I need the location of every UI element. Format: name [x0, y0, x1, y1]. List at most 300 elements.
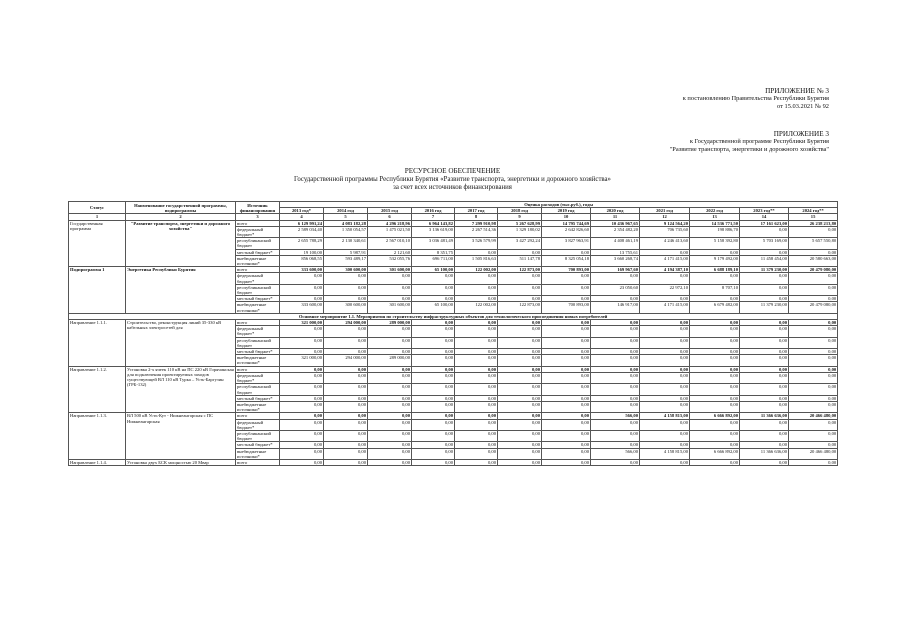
value-cell: 0,00 — [455, 384, 498, 395]
value-cell: 4 408 461,19 — [591, 238, 640, 249]
value-cell: 0,00 — [280, 326, 324, 337]
row-name: ВЛ 500 кВ Усть-Кут - Нижнеангарская с ПС Нижнеангарская — [126, 413, 236, 460]
value-cell: 0,00 — [789, 384, 838, 395]
value-cell: 0,00 — [280, 430, 324, 441]
value-cell: 0,00 — [324, 395, 368, 401]
value-cell: 0,00 — [455, 413, 498, 419]
value-cell: 0,00 — [368, 349, 412, 355]
value-cell: 0,00 — [368, 384, 412, 395]
source-label: всего — [236, 413, 280, 419]
value-cell: 6 129 991,24 — [280, 220, 324, 226]
value-cell: 0,00 — [690, 337, 740, 348]
source-label: внебюджетные источники* — [236, 302, 280, 313]
column-index: 14 — [740, 214, 789, 220]
value-cell: 0,00 — [455, 320, 498, 326]
value-cell: 4 083 182,28 — [324, 220, 368, 226]
value-cell: 0,00 — [591, 459, 640, 465]
value-cell: 289 000,00 — [368, 355, 412, 366]
value-cell: 0,00 — [640, 326, 690, 337]
value-cell: 0,00 — [498, 384, 542, 395]
source-label: внебюджетные источники* — [236, 448, 280, 459]
value-cell: 0,00 — [789, 226, 838, 237]
value-cell: 0,00 — [412, 448, 455, 459]
value-cell: 5 987,91 — [324, 249, 368, 255]
value-cell: 0,00 — [740, 430, 789, 441]
value-cell: 3 136 619,00 — [412, 226, 455, 237]
value-cell: 9 179 492,00 — [690, 255, 740, 266]
table-row — [69, 459, 838, 465]
appendix-line: "Развитие транспорта, энергетики и дорожного хозяйства" — [669, 146, 829, 153]
value-cell: 0,00 — [640, 366, 690, 372]
value-cell: 22 972,10 — [640, 284, 690, 295]
value-cell: 122 002,00 — [455, 302, 498, 313]
source-label: федеральный бюджет* — [236, 226, 280, 237]
value-cell: 700 893,00 — [542, 302, 591, 313]
value-cell: 0,00 — [498, 372, 542, 383]
column-index: 15 — [789, 214, 838, 220]
value-cell: 0,00 — [640, 273, 690, 284]
appendix-header — [683, 87, 829, 111]
source-label: республиканский бюджет — [236, 384, 280, 395]
appendix-line: к постановлению Правительства Республики Бурятия — [682, 95, 829, 102]
value-cell: 0,00 — [640, 430, 690, 441]
value-cell: 11 458 454,00 — [740, 255, 789, 266]
source-label: внебюджетные источники* — [236, 355, 280, 366]
column-index: 3 — [236, 214, 280, 220]
value-cell: 333 600,00 — [280, 302, 324, 313]
value-cell: 0,00 — [498, 249, 542, 255]
value-cell: 0,00 — [412, 320, 455, 326]
value-cell: 0,00 — [412, 273, 455, 284]
section-title: Основное мероприятие 1.1. Мероприятия по строительству инфраструктурных объектов для технологического присоединения новых потребителей — [69, 313, 838, 319]
value-cell: 0,00 — [412, 372, 455, 383]
value-cell: 0,00 — [789, 442, 838, 448]
value-cell: 0,00 — [498, 448, 542, 459]
value-cell: 14 795 744,69 — [542, 220, 591, 226]
value-cell: 0,00 — [412, 430, 455, 441]
value-cell: 0,00 — [789, 273, 838, 284]
header-year: 2013 год* — [280, 208, 324, 214]
value-cell: 0,00 — [740, 442, 789, 448]
value-cell: 321 000,00 — [280, 355, 324, 366]
value-cell: 0,00 — [542, 459, 591, 465]
value-cell: 532 055,76 — [368, 255, 412, 266]
value-cell: 0,00 — [690, 349, 740, 355]
value-cell: 0,00 — [498, 326, 542, 337]
value-cell: 0,00 — [740, 337, 789, 348]
value-cell: 0,00 — [591, 430, 640, 441]
source-label: местный бюджет* — [236, 395, 280, 401]
program-appendix-header — [670, 130, 829, 154]
header-year: 2022 год — [690, 208, 740, 214]
value-cell: 0,00 — [789, 249, 838, 255]
value-cell: 0,00 — [455, 349, 498, 355]
value-cell: 0,00 — [368, 442, 412, 448]
value-cell: 0,00 — [412, 355, 455, 366]
value-cell: 0,00 — [542, 442, 591, 448]
value-cell: 0,00 — [368, 273, 412, 284]
column-index: 4 — [280, 214, 324, 220]
source-label: всего — [236, 267, 280, 273]
value-cell: 2 567 010,10 — [368, 238, 412, 249]
value-cell: 3 526 579,99 — [455, 238, 498, 249]
value-cell: 0,00 — [412, 284, 455, 295]
value-cell: 0,00 — [591, 355, 640, 366]
row-status: Направление 1.1.4. — [69, 459, 126, 465]
value-cell: 0,00 — [324, 448, 368, 459]
value-cell: 11 366 636,00 — [740, 448, 789, 459]
column-index: 2 — [126, 214, 236, 220]
value-cell: 333 600,00 — [280, 267, 324, 273]
value-cell: 0,00 — [498, 320, 542, 326]
value-cell: 2 267 514,36 — [455, 226, 498, 237]
value-cell: 0,00 — [368, 366, 412, 372]
value-cell: 0,00 — [280, 366, 324, 372]
value-cell: 19 100,00 — [280, 249, 324, 255]
value-cell: 0,00 — [690, 401, 740, 412]
value-cell: 0,00 — [280, 349, 324, 355]
source-label: всего — [236, 320, 280, 326]
value-cell: 0,00 — [591, 395, 640, 401]
row-name: "Развитие транспорта, энергетики и дорожного хозяйства" — [126, 220, 236, 267]
source-label: внебюджетные источники* — [236, 255, 280, 266]
value-cell: 0,00 — [690, 419, 740, 430]
value-cell: 0,00 — [789, 395, 838, 401]
value-cell: 3 036 481,49 — [412, 238, 455, 249]
value-cell: 0,00 — [690, 249, 740, 255]
value-cell: 0,00 — [280, 448, 324, 459]
value-cell: 0,00 — [690, 320, 740, 326]
value-cell: 0,00 — [455, 284, 498, 295]
source-label: внебюджетные источники* — [236, 401, 280, 412]
value-cell: 0,00 — [640, 395, 690, 401]
value-cell: 1 475 021,50 — [368, 226, 412, 237]
value-cell: 0,00 — [542, 448, 591, 459]
value-cell: 5 267 628,99 — [498, 220, 542, 226]
document-title — [180, 167, 725, 193]
value-cell: 0,00 — [368, 372, 412, 383]
value-cell: 0,00 — [412, 413, 455, 419]
value-cell: 122 873,00 — [498, 302, 542, 313]
value-cell: 0,00 — [690, 372, 740, 383]
column-index: 12 — [640, 214, 690, 220]
value-cell: 566,00 — [591, 413, 640, 419]
value-cell: 7 299 910,98 — [455, 220, 498, 226]
value-cell: 0,00 — [498, 442, 542, 448]
title-line: Государственной программы Республики Бурятия «Развитие транспорта, энергетики и дорожного хозяйства» — [294, 175, 611, 183]
value-cell: 4 158 815,00 — [640, 448, 690, 459]
value-cell: 0,00 — [324, 459, 368, 465]
value-cell: 0,00 — [740, 401, 789, 412]
value-cell: 0,00 — [740, 320, 789, 326]
value-cell: 321 000,00 — [280, 320, 324, 326]
value-cell: 0,00 — [640, 419, 690, 430]
source-label: всего — [236, 366, 280, 372]
value-cell: 17 161 623,00 — [740, 220, 789, 226]
value-cell: 0,00 — [498, 296, 542, 302]
title-line: за счет всех источников финансирования — [393, 184, 512, 192]
column-index: 5 — [324, 214, 368, 220]
value-cell: 0,00 — [690, 430, 740, 441]
value-cell: 0,00 — [280, 273, 324, 284]
value-cell: 0,00 — [591, 273, 640, 284]
value-cell: 0,00 — [498, 459, 542, 465]
value-cell: 0,00 — [789, 296, 838, 302]
value-cell: 0,00 — [591, 366, 640, 372]
value-cell: 0,00 — [640, 401, 690, 412]
source-label: федеральный бюджет* — [236, 326, 280, 337]
value-cell: 0,00 — [368, 337, 412, 348]
value-cell: 0,00 — [412, 384, 455, 395]
value-cell: 300 600,00 — [324, 267, 368, 273]
header-status: Статус — [69, 202, 126, 214]
value-cell: 0,00 — [455, 430, 498, 441]
value-cell: 0,00 — [591, 384, 640, 395]
value-cell: 0,00 — [690, 355, 740, 366]
value-cell: 3 427 292,24 — [498, 238, 542, 249]
source-label: местный бюджет* — [236, 442, 280, 448]
header-year: 2018 год — [498, 208, 542, 214]
value-cell: 6 688 189,10 — [690, 267, 740, 273]
value-cell: 0,00 — [455, 442, 498, 448]
resource-table — [68, 201, 838, 466]
value-cell: 0,00 — [542, 430, 591, 441]
header-year: 2020 год — [591, 208, 640, 214]
value-cell: 4 171 415,00 — [640, 255, 690, 266]
source-label: республиканский бюджет — [236, 430, 280, 441]
value-cell: 0,00 — [542, 395, 591, 401]
value-cell: 0,00 — [640, 442, 690, 448]
value-cell: 122 873,00 — [498, 267, 542, 273]
value-cell: 146 917,00 — [591, 302, 640, 313]
value-cell: 0,00 — [740, 395, 789, 401]
value-cell: 0,00 — [740, 249, 789, 255]
appendix-line: ПРИЛОЖЕНИЕ 3 — [773, 130, 829, 138]
value-cell: 0,00 — [455, 249, 498, 255]
value-cell: 20 479 080,00 — [789, 302, 838, 313]
value-cell: 0,00 — [455, 448, 498, 459]
value-cell: 1 350 054,57 — [324, 226, 368, 237]
value-cell: 300 600,00 — [324, 302, 368, 313]
value-cell: 0,00 — [542, 337, 591, 348]
value-cell: 0,00 — [591, 442, 640, 448]
value-cell: 0,00 — [542, 355, 591, 366]
value-cell: 0,00 — [542, 384, 591, 395]
value-cell: 3 827 963,91 — [542, 238, 591, 249]
value-cell: 0,00 — [455, 395, 498, 401]
row-status: Направление 1.1.1. — [69, 320, 126, 367]
value-cell: 0,00 — [412, 326, 455, 337]
value-cell: 706 735,60 — [640, 226, 690, 237]
value-cell: 1 329 180,02 — [498, 226, 542, 237]
value-cell: 0,00 — [498, 337, 542, 348]
value-cell: 0,00 — [690, 366, 740, 372]
value-cell: 0,00 — [280, 296, 324, 302]
value-cell: 0,00 — [498, 430, 542, 441]
value-cell: 0,00 — [690, 273, 740, 284]
value-cell: 4 194 387,10 — [640, 267, 690, 273]
column-index: 10 — [542, 214, 591, 220]
value-cell: 0,00 — [789, 326, 838, 337]
value-cell: 9 124 564,20 — [640, 220, 690, 226]
value-cell: 0,00 — [324, 384, 368, 395]
value-cell: 0,00 — [640, 355, 690, 366]
value-cell: 0,00 — [455, 326, 498, 337]
value-cell: 0,00 — [412, 337, 455, 348]
row-name: Установка двух БСК мощностью 20 Мвар — [126, 459, 236, 465]
value-cell: 0,00 — [412, 459, 455, 465]
value-cell: 0,00 — [740, 459, 789, 465]
value-cell: 856 068,55 — [280, 255, 324, 266]
value-cell: 0,00 — [640, 349, 690, 355]
value-cell: 0,00 — [740, 226, 789, 237]
value-cell: 0,00 — [740, 296, 789, 302]
value-cell: 0,00 — [542, 326, 591, 337]
value-cell: 0,00 — [591, 326, 640, 337]
source-label: федеральный бюджет* — [236, 273, 280, 284]
value-cell: 0,00 — [591, 372, 640, 383]
value-cell: 0,00 — [640, 384, 690, 395]
value-cell: 0,00 — [368, 326, 412, 337]
value-cell: 0,00 — [498, 349, 542, 355]
header-year: 2019 год — [542, 208, 591, 214]
value-cell: 0,00 — [690, 384, 740, 395]
value-cell: 13 755,61 — [591, 249, 640, 255]
value-cell: 0,00 — [324, 419, 368, 430]
value-cell: 0,00 — [455, 372, 498, 383]
value-cell: 0,00 — [542, 284, 591, 295]
value-cell: 2 354 482,20 — [591, 226, 640, 237]
value-cell: 566,00 — [591, 448, 640, 459]
value-cell: 0,00 — [640, 249, 690, 255]
value-cell: 0,00 — [368, 284, 412, 295]
value-cell: 0,00 — [542, 249, 591, 255]
value-cell: 0,00 — [412, 296, 455, 302]
value-cell: 0,00 — [280, 337, 324, 348]
value-cell: 0,00 — [455, 355, 498, 366]
value-cell: 0,00 — [324, 284, 368, 295]
value-cell: 2 642 826,60 — [542, 226, 591, 237]
value-cell: 0,00 — [542, 401, 591, 412]
header-year: 2021 год — [640, 208, 690, 214]
value-cell: 0,00 — [280, 459, 324, 465]
value-cell: 0,00 — [542, 366, 591, 372]
value-cell: 0,00 — [542, 296, 591, 302]
value-cell: 0,00 — [591, 337, 640, 348]
value-cell: 0,00 — [324, 442, 368, 448]
value-cell: 0,00 — [498, 366, 542, 372]
value-cell: 5 657 550,80 — [789, 238, 838, 249]
source-label: республиканский бюджет — [236, 284, 280, 295]
value-cell: 0,00 — [455, 366, 498, 372]
value-cell: 0,00 — [789, 459, 838, 465]
value-cell: 0,00 — [789, 337, 838, 348]
value-cell: 0,00 — [412, 419, 455, 430]
value-cell: 2 589 034,40 — [280, 226, 324, 237]
value-cell: 289 000,00 — [368, 320, 412, 326]
value-cell: 0,00 — [591, 401, 640, 412]
value-cell: 26 238 213,80 — [789, 220, 838, 226]
value-cell: 0,00 — [368, 430, 412, 441]
value-cell: 0,00 — [412, 442, 455, 448]
row-status: Подпрограмма 1 — [69, 267, 126, 314]
value-cell: 0,00 — [324, 413, 368, 419]
value-cell: 0,00 — [455, 401, 498, 412]
value-cell: 0,00 — [740, 372, 789, 383]
value-cell: 0,00 — [412, 366, 455, 372]
header-source: Источник финансирования — [236, 202, 280, 214]
value-cell: 0,00 — [324, 430, 368, 441]
value-cell: 0,00 — [789, 372, 838, 383]
value-cell: 0,00 — [542, 273, 591, 284]
appendix-line: от 15.03.2021 № 92 — [777, 103, 829, 110]
value-cell: 11 379 230,00 — [740, 302, 789, 313]
value-cell: 2 655 788,29 — [280, 238, 324, 249]
value-cell: 0,00 — [280, 419, 324, 430]
value-cell: 0,00 — [640, 459, 690, 465]
source-label: всего — [236, 220, 280, 226]
source-label: федеральный бюджет* — [236, 419, 280, 430]
header-year: 2015 год — [368, 208, 412, 214]
header-name: Наименование государственной программы, подпрограммы — [126, 202, 236, 214]
value-cell: 4 158 815,00 — [640, 413, 690, 419]
value-cell: 0,00 — [324, 372, 368, 383]
value-cell: 2 130 340,61 — [324, 238, 368, 249]
value-cell: 0,00 — [789, 349, 838, 355]
value-cell: 0,00 — [368, 296, 412, 302]
value-cell: 6 964 143,82 — [412, 220, 455, 226]
source-label: местный бюджет* — [236, 349, 280, 355]
value-cell: 0,00 — [368, 419, 412, 430]
value-cell: 8 351,75 — [412, 249, 455, 255]
value-cell: 0,00 — [498, 273, 542, 284]
value-cell: 0,00 — [740, 355, 789, 366]
header-year: 2017 год — [455, 208, 498, 214]
value-cell: 0,00 — [740, 273, 789, 284]
column-index: 1 — [69, 214, 126, 220]
value-cell: 0,00 — [368, 448, 412, 459]
value-cell: 0,00 — [455, 459, 498, 465]
value-cell: 0,00 — [789, 419, 838, 430]
value-cell: 0,00 — [740, 384, 789, 395]
value-cell: 0,00 — [542, 419, 591, 430]
value-cell: 0,00 — [542, 372, 591, 383]
value-cell: 10 436 967,65 — [591, 220, 640, 226]
value-cell: 0,00 — [455, 337, 498, 348]
value-cell: 0,00 — [412, 395, 455, 401]
value-cell: 5 703 169,00 — [740, 238, 789, 249]
column-index: 8 — [455, 214, 498, 220]
value-cell: 65 100,00 — [412, 302, 455, 313]
value-cell: 0,00 — [498, 401, 542, 412]
value-cell: 0,00 — [280, 284, 324, 295]
value-cell: 0,00 — [690, 296, 740, 302]
source-label: местный бюджет* — [236, 296, 280, 302]
title-line: РЕСУРСНОЕ ОБЕСПЕЧЕНИЕ — [404, 167, 501, 175]
row-status: Направление 1.1.2. — [69, 366, 126, 413]
value-cell: 0,00 — [740, 284, 789, 295]
value-cell: 0,00 — [542, 349, 591, 355]
value-cell: 696 711,00 — [412, 255, 455, 266]
value-cell: 5 158 392,80 — [690, 238, 740, 249]
value-cell: 0,00 — [690, 395, 740, 401]
value-cell: 301 600,00 — [368, 302, 412, 313]
column-index: 13 — [690, 214, 740, 220]
value-cell: 0,00 — [280, 384, 324, 395]
value-cell: 23 050,60 — [591, 284, 640, 295]
value-cell: 0,00 — [324, 366, 368, 372]
value-cell: 0,00 — [368, 401, 412, 412]
